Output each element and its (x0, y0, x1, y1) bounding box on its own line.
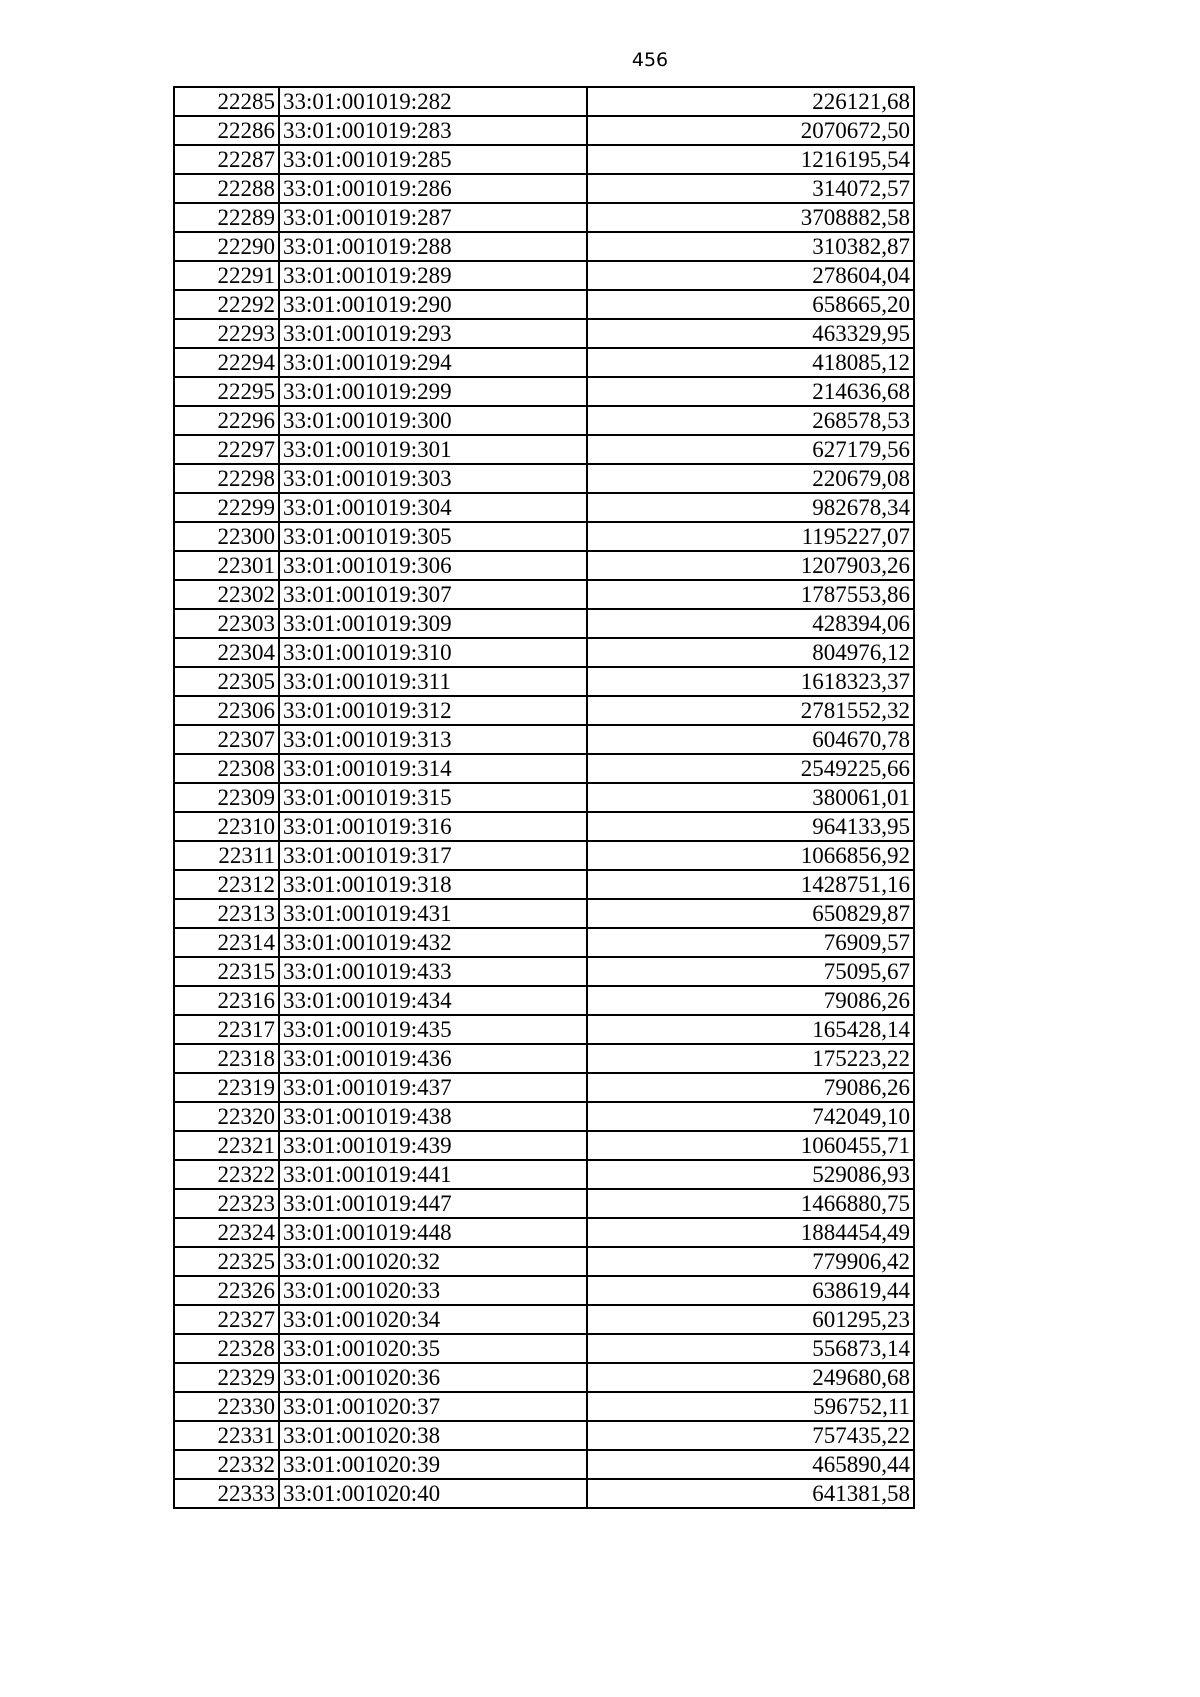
row-number-cell: 22311 (174, 841, 279, 870)
table-row (174, 812, 914, 841)
cadastral-value-cell: 1618323,37 (587, 667, 914, 696)
cadastral-value-cell: 1207903,26 (587, 551, 914, 580)
row-number-cell: 22303 (174, 609, 279, 638)
table-row (174, 986, 914, 1015)
cadastral-number-cell: 33:01:001019:318 (279, 870, 587, 899)
cadastral-value-cell: 1466880,75 (587, 1189, 914, 1218)
row-number-cell: 22291 (174, 261, 279, 290)
table-row (174, 174, 914, 203)
cadastral-value-cell: 1195227,07 (587, 522, 914, 551)
row-number-cell: 22300 (174, 522, 279, 551)
row-number-cell: 22296 (174, 406, 279, 435)
row-number-cell: 22302 (174, 580, 279, 609)
table-row (174, 435, 914, 464)
row-number-cell: 22307 (174, 725, 279, 754)
cadastral-value-cell: 79086,26 (587, 1073, 914, 1102)
row-number-cell: 22315 (174, 957, 279, 986)
row-number-cell: 22314 (174, 928, 279, 957)
table-row (174, 928, 914, 957)
cadastral-number-cell: 33:01:001019:438 (279, 1102, 587, 1131)
cadastral-number-cell: 33:01:001020:36 (279, 1363, 587, 1392)
cadastral-value-table (173, 86, 915, 1509)
table-body (174, 87, 914, 1508)
cadastral-value-cell: 79086,26 (587, 986, 914, 1015)
cadastral-value-cell: 601295,23 (587, 1305, 914, 1334)
row-number-cell: 22329 (174, 1363, 279, 1392)
cadastral-number-cell: 33:01:001019:289 (279, 261, 587, 290)
table-row (174, 261, 914, 290)
cadastral-value-cell: 2549225,66 (587, 754, 914, 783)
cadastral-number-cell: 33:01:001020:32 (279, 1247, 587, 1276)
table-row (174, 667, 914, 696)
cadastral-number-cell: 33:01:001019:311 (279, 667, 587, 696)
cadastral-number-cell: 33:01:001019:288 (279, 232, 587, 261)
row-number-cell: 22332 (174, 1450, 279, 1479)
cadastral-number-cell: 33:01:001019:437 (279, 1073, 587, 1102)
cadastral-value-cell: 463329,95 (587, 319, 914, 348)
row-number-cell: 22320 (174, 1102, 279, 1131)
cadastral-number-cell: 33:01:001019:287 (279, 203, 587, 232)
cadastral-number-cell: 33:01:001019:307 (279, 580, 587, 609)
cadastral-value-cell: 175223,22 (587, 1044, 914, 1073)
table-row (174, 725, 914, 754)
cadastral-number-cell: 33:01:001019:283 (279, 116, 587, 145)
row-number-cell: 22331 (174, 1421, 279, 1450)
table-row (174, 1131, 914, 1160)
cadastral-number-cell: 33:01:001019:282 (279, 87, 587, 116)
table-row (174, 1479, 914, 1508)
row-number-cell: 22308 (174, 754, 279, 783)
table-row (174, 1334, 914, 1363)
cadastral-number-cell: 33:01:001019:299 (279, 377, 587, 406)
cadastral-value-cell: 2781552,32 (587, 696, 914, 725)
cadastral-number-cell: 33:01:001019:310 (279, 638, 587, 667)
table-row (174, 1276, 914, 1305)
cadastral-value-cell: 1428751,16 (587, 870, 914, 899)
row-number-cell: 22318 (174, 1044, 279, 1073)
cadastral-value-cell: 627179,56 (587, 435, 914, 464)
table-row (174, 899, 914, 928)
row-number-cell: 22319 (174, 1073, 279, 1102)
row-number-cell: 22312 (174, 870, 279, 899)
row-number-cell: 22298 (174, 464, 279, 493)
cadastral-value-cell: 226121,68 (587, 87, 914, 116)
cadastral-value-cell: 964133,95 (587, 812, 914, 841)
table-row (174, 1015, 914, 1044)
table-row (174, 145, 914, 174)
cadastral-value-cell: 1884454,49 (587, 1218, 914, 1247)
cadastral-value-cell: 658665,20 (587, 290, 914, 319)
row-number-cell: 22328 (174, 1334, 279, 1363)
row-number-cell: 22325 (174, 1247, 279, 1276)
table-row (174, 957, 914, 986)
row-number-cell: 22286 (174, 116, 279, 145)
table-row (174, 232, 914, 261)
cadastral-value-cell: 3708882,58 (587, 203, 914, 232)
cadastral-value-cell: 2070672,50 (587, 116, 914, 145)
table-row (174, 116, 914, 145)
table-row (174, 87, 914, 116)
table-row (174, 1073, 914, 1102)
table-row (174, 1421, 914, 1450)
cadastral-value-cell: 982678,34 (587, 493, 914, 522)
cadastral-number-cell: 33:01:001019:286 (279, 174, 587, 203)
cadastral-value-cell: 165428,14 (587, 1015, 914, 1044)
cadastral-number-cell: 33:01:001019:293 (279, 319, 587, 348)
row-number-cell: 22330 (174, 1392, 279, 1421)
cadastral-value-cell: 214636,68 (587, 377, 914, 406)
cadastral-number-cell: 33:01:001019:436 (279, 1044, 587, 1073)
cadastral-number-cell: 33:01:001019:435 (279, 1015, 587, 1044)
cadastral-number-cell: 33:01:001020:39 (279, 1450, 587, 1479)
cadastral-value-cell: 418085,12 (587, 348, 914, 377)
table-row (174, 464, 914, 493)
table-row (174, 783, 914, 812)
cadastral-value-cell: 596752,11 (587, 1392, 914, 1421)
cadastral-number-cell: 33:01:001019:305 (279, 522, 587, 551)
cadastral-value-cell: 779906,42 (587, 1247, 914, 1276)
cadastral-value-cell: 1216195,54 (587, 145, 914, 174)
cadastral-value-cell: 638619,44 (587, 1276, 914, 1305)
table-row (174, 1218, 914, 1247)
cadastral-number-cell: 33:01:001019:434 (279, 986, 587, 1015)
cadastral-value-cell: 465890,44 (587, 1450, 914, 1479)
cadastral-value-cell: 428394,06 (587, 609, 914, 638)
cadastral-value-cell: 650829,87 (587, 899, 914, 928)
cadastral-number-cell: 33:01:001019:432 (279, 928, 587, 957)
row-number-cell: 22287 (174, 145, 279, 174)
row-number-cell: 22316 (174, 986, 279, 1015)
row-number-cell: 22323 (174, 1189, 279, 1218)
table-row (174, 406, 914, 435)
table-row (174, 1450, 914, 1479)
cadastral-number-cell: 33:01:001020:40 (279, 1479, 587, 1508)
row-number-cell: 22293 (174, 319, 279, 348)
table-row (174, 1363, 914, 1392)
row-number-cell: 22309 (174, 783, 279, 812)
cadastral-number-cell: 33:01:001019:290 (279, 290, 587, 319)
cadastral-value-cell: 75095,67 (587, 957, 914, 986)
cadastral-number-cell: 33:01:001019:304 (279, 493, 587, 522)
cadastral-value-cell: 529086,93 (587, 1160, 914, 1189)
row-number-cell: 22306 (174, 696, 279, 725)
cadastral-number-cell: 33:01:001020:34 (279, 1305, 587, 1334)
row-number-cell: 22299 (174, 493, 279, 522)
cadastral-value-cell: 641381,58 (587, 1479, 914, 1508)
table-row (174, 754, 914, 783)
cadastral-number-cell: 33:01:001019:439 (279, 1131, 587, 1160)
row-number-cell: 22297 (174, 435, 279, 464)
table-row (174, 290, 914, 319)
row-number-cell: 22305 (174, 667, 279, 696)
cadastral-number-cell: 33:01:001019:301 (279, 435, 587, 464)
row-number-cell: 22310 (174, 812, 279, 841)
cadastral-number-cell: 33:01:001020:33 (279, 1276, 587, 1305)
cadastral-value-cell: 604670,78 (587, 725, 914, 754)
cadastral-number-cell: 33:01:001019:285 (279, 145, 587, 174)
cadastral-number-cell: 33:01:001019:306 (279, 551, 587, 580)
cadastral-number-cell: 33:01:001019:447 (279, 1189, 587, 1218)
row-number-cell: 22295 (174, 377, 279, 406)
cadastral-number-cell: 33:01:001019:448 (279, 1218, 587, 1247)
cadastral-value-cell: 1787553,86 (587, 580, 914, 609)
cadastral-value-cell: 220679,08 (587, 464, 914, 493)
table-row (174, 203, 914, 232)
table-row (174, 1305, 914, 1334)
row-number-cell: 22294 (174, 348, 279, 377)
table-row (174, 1247, 914, 1276)
table-row (174, 551, 914, 580)
table-row (174, 319, 914, 348)
page-number: 456 (631, 49, 669, 71)
cadastral-value-cell: 380061,01 (587, 783, 914, 812)
cadastral-value-cell: 556873,14 (587, 1334, 914, 1363)
cadastral-value-cell: 278604,04 (587, 261, 914, 290)
table-row (174, 696, 914, 725)
table-row (174, 870, 914, 899)
row-number-cell: 22285 (174, 87, 279, 116)
cadastral-number-cell: 33:01:001019:314 (279, 754, 587, 783)
table-row (174, 1189, 914, 1218)
cadastral-value-cell: 268578,53 (587, 406, 914, 435)
cadastral-number-cell: 33:01:001019:317 (279, 841, 587, 870)
row-number-cell: 22313 (174, 899, 279, 928)
cadastral-number-cell: 33:01:001019:431 (279, 899, 587, 928)
row-number-cell: 22321 (174, 1131, 279, 1160)
cadastral-number-cell: 33:01:001019:313 (279, 725, 587, 754)
row-number-cell: 22317 (174, 1015, 279, 1044)
cadastral-number-cell: 33:01:001019:303 (279, 464, 587, 493)
row-number-cell: 22324 (174, 1218, 279, 1247)
cadastral-number-cell: 33:01:001019:433 (279, 957, 587, 986)
table-row (174, 580, 914, 609)
cadastral-value-cell: 1066856,92 (587, 841, 914, 870)
cadastral-value-cell: 249680,68 (587, 1363, 914, 1392)
table-row (174, 609, 914, 638)
row-number-cell: 22326 (174, 1276, 279, 1305)
row-number-cell: 22289 (174, 203, 279, 232)
row-number-cell: 22288 (174, 174, 279, 203)
row-number-cell: 22301 (174, 551, 279, 580)
cadastral-number-cell: 33:01:001019:441 (279, 1160, 587, 1189)
cadastral-value-cell: 742049,10 (587, 1102, 914, 1131)
row-number-cell: 22322 (174, 1160, 279, 1189)
table-row (174, 1044, 914, 1073)
cadastral-value-cell: 804976,12 (587, 638, 914, 667)
cadastral-number-cell: 33:01:001019:309 (279, 609, 587, 638)
table-row (174, 1102, 914, 1131)
cadastral-number-cell: 33:01:001019:300 (279, 406, 587, 435)
cadastral-value-cell: 757435,22 (587, 1421, 914, 1450)
cadastral-value-cell: 76909,57 (587, 928, 914, 957)
table-row (174, 522, 914, 551)
row-number-cell: 22333 (174, 1479, 279, 1508)
row-number-cell: 22290 (174, 232, 279, 261)
row-number-cell: 22292 (174, 290, 279, 319)
table-row (174, 493, 914, 522)
cadastral-number-cell: 33:01:001019:312 (279, 696, 587, 725)
cadastral-number-cell: 33:01:001019:316 (279, 812, 587, 841)
table-row (174, 638, 914, 667)
cadastral-value-cell: 1060455,71 (587, 1131, 914, 1160)
table-row (174, 377, 914, 406)
cadastral-number-cell: 33:01:001020:37 (279, 1392, 587, 1421)
cadastral-value-cell: 314072,57 (587, 174, 914, 203)
table-row (174, 1160, 914, 1189)
row-number-cell: 22327 (174, 1305, 279, 1334)
cadastral-value-cell: 310382,87 (587, 232, 914, 261)
cadastral-number-cell: 33:01:001020:38 (279, 1421, 587, 1450)
table-row (174, 1392, 914, 1421)
cadastral-number-cell: 33:01:001020:35 (279, 1334, 587, 1363)
cadastral-number-cell: 33:01:001019:315 (279, 783, 587, 812)
table-row (174, 348, 914, 377)
cadastral-number-cell: 33:01:001019:294 (279, 348, 587, 377)
row-number-cell: 22304 (174, 638, 279, 667)
table-row (174, 841, 914, 870)
